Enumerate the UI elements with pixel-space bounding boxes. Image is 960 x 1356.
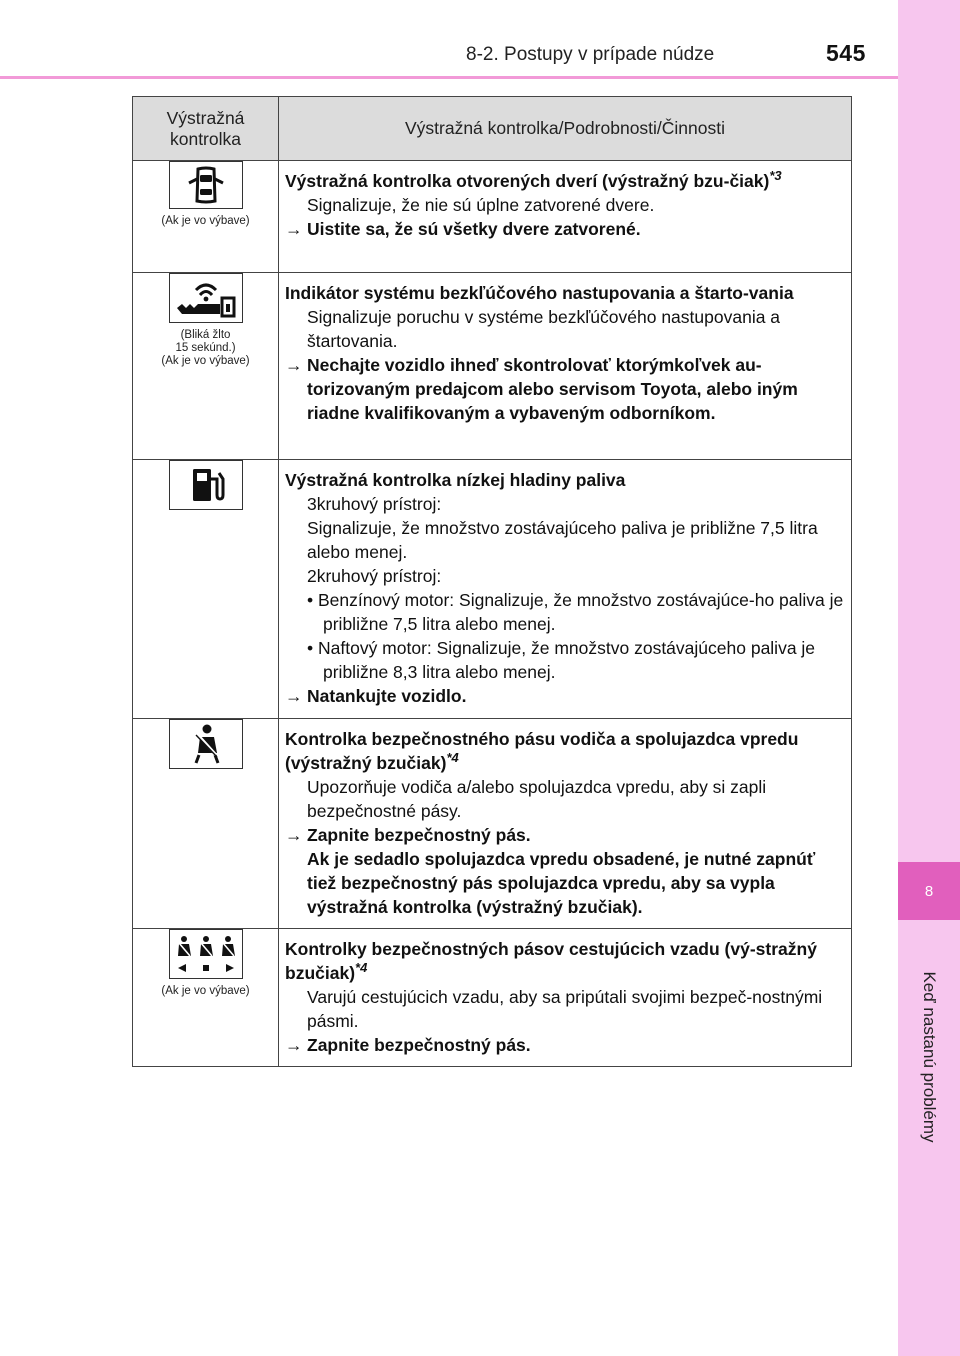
fuel-pump-icon (169, 460, 243, 510)
details-cell (279, 719, 852, 929)
row-line: 3kruhový prístroj: (307, 494, 442, 514)
arrow-icon: → (285, 686, 303, 706)
availability-note: (Bliká žlto 15 sekúnd.) (Ak je vo výbave) (161, 329, 250, 367)
row-description: Signalizuje, že nie sú úplne zatvorené dvere. (307, 195, 655, 215)
row-title: Výstražná kontrolka nízkej hladiny paliva (285, 470, 626, 490)
section-title: 8-2. Postupy v prípade núdze (466, 44, 715, 65)
page-number: 545 (826, 40, 866, 66)
row-line: Signalizuje, že množstvo zostávajúceho paliva je približne 7,5 litra alebo menej. (307, 518, 818, 562)
details-cell (279, 273, 852, 460)
table-row (133, 929, 852, 1067)
table-header-row (133, 97, 852, 161)
icon-cell (133, 460, 279, 719)
door-open-icon (169, 161, 243, 209)
icon-cell (133, 929, 279, 1067)
row-action: → Nechajte vozidlo ihneď skontrolovať ktorýmkoľvek au-torizovaným predajcom alebo servisom Toyota, alebo iným riadne kvalifikovaným a vybaveným odborníkom. (285, 355, 798, 423)
row-description: Varujú cestujúcich vzadu, aby sa pripútali svojimi bezpeč-nostnými pásmi. (307, 987, 823, 1031)
smart-key-icon (169, 273, 243, 323)
table-row (133, 460, 852, 719)
seatbelt-icon (169, 719, 243, 769)
details-cell (279, 161, 852, 273)
availability-note: (Ak je vo výbave) (161, 985, 250, 997)
arrow-icon: → (285, 355, 303, 375)
column-header-details: Výstražná kontrolka/Podrobnosti/Činnosti (279, 97, 852, 161)
icon-cell (133, 161, 279, 273)
icon-cell (133, 719, 279, 929)
row-action: → Zapnite bezpečnostný pás. (285, 825, 531, 845)
row-description: Signalizuje poruchu v systéme bezkľúčového nastupovania a štartovania. (307, 307, 781, 351)
availability-note: (Ak je vo výbave) (161, 215, 250, 227)
table-row (133, 273, 852, 460)
table-row (133, 161, 852, 273)
arrow-icon: → (285, 1035, 303, 1055)
row-title: Indikátor systému bezkľúčového nastupovania a štarto-vania (285, 283, 794, 303)
arrow-icon: → (285, 219, 303, 239)
details-cell (279, 929, 852, 1067)
chapter-label: Keď nastanú problémy (920, 971, 939, 1143)
rear-seatbelts-icon (169, 929, 243, 979)
column-header-light: Výstražná kontrolka (133, 97, 279, 161)
row-action: → Zapnite bezpečnostný pás. (285, 1035, 531, 1055)
arrow-icon: → (285, 825, 303, 845)
row-title: Kontrolky bezpečnostných pásov cestujúcich vzadu (vý-stražný bzučiak)$^{*4}$ (285, 939, 817, 983)
warning-lights-table (132, 96, 852, 1067)
bullet-item: • Benzínový motor: Signalizuje, že množstvo zostávajúce-ho paliva je približne 7,5 litra alebo menej. (307, 590, 844, 634)
row-description: Upozorňuje vodiča a/alebo spolujazdca vpredu, aby si zapli bezpečnostné pásy. (307, 777, 767, 821)
table-row (133, 719, 852, 929)
row-action: → Uistite sa, že sú všetky dvere zatvorené. (285, 219, 641, 239)
chapter-number: 8 (898, 862, 960, 920)
row-title: Výstražná kontrolka otvorených dverí (výstražný bzu-čiak)$^{*3}$ (285, 168, 782, 191)
details-cell (279, 460, 852, 719)
row-line: 2kruhový prístroj: (307, 566, 442, 586)
row-title: Kontrolka bezpečnostného pásu vodiča a spolujazdca vpredu (výstražný bzučiak)$^{*4}$ (285, 729, 799, 773)
header-rule (0, 76, 898, 79)
bullet-item: • Naftový motor: Signalizuje, že množstvo zostávajúceho paliva je približne 8,3 litra alebo menej. (307, 638, 816, 682)
row-action: → Natankujte vozidlo. (285, 686, 467, 706)
icon-cell (133, 273, 279, 460)
row-extra-note: Ak je sedadlo spolujazdca vpredu obsadené, je nutné zapnúť tiež bezpečnostný pás spolujazdca vpredu, aby sa vypla výstražná kontrolka (výstražný bzučiak). (307, 849, 816, 917)
